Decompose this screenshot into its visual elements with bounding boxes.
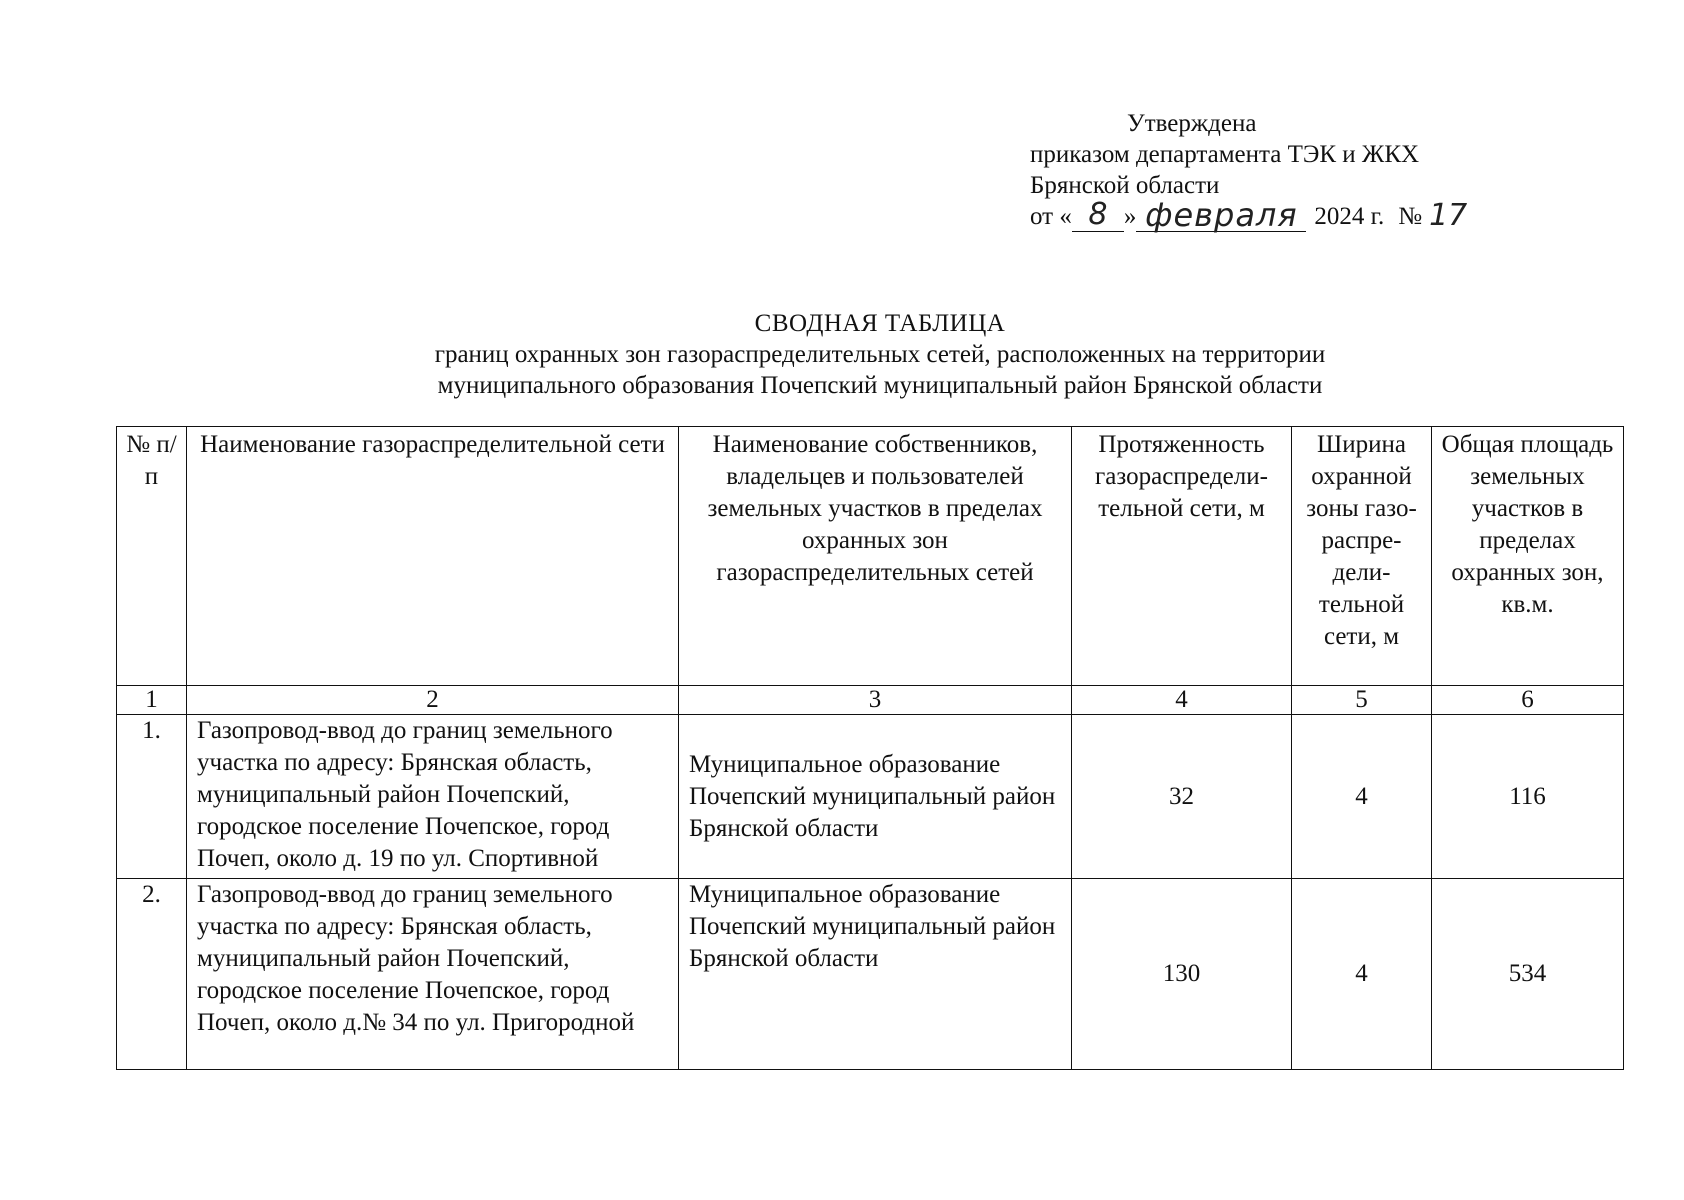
document-title: СВОДНАЯ ТАБЛИЦА [754,310,1006,337]
table-row [117,879,1624,1070]
length-cell: 32 [1072,715,1292,879]
table-header-row [117,427,1624,686]
approval-block [1030,108,1474,232]
column-header-network-name: Наименование газораспределительной сети [187,427,679,686]
column-header-length: Протяженность газораспредели-тельной сети, м [1072,427,1292,686]
network-name-cell: Газопровод-ввод до границ земельного участка по адресу: Брянская область, муниципальный район Почепский, городское поселение Почепское, город Почеп, около д. 19 по ул. Спортивной [187,715,679,879]
column-number: 4 [1072,686,1292,715]
column-header-total-area: Общая площадь земельных участков в пределах охранных зон, кв.м. [1432,427,1624,686]
column-header-owners: Наименование собственников, владельцев и пользователей земельных участков в пределах охранных зон газораспределительных сетей [679,427,1072,686]
column-number-row [117,686,1624,715]
owner-cell: Муниципальное образование Почепский муниципальный район Брянской области [679,879,1072,1070]
column-number: 5 [1292,686,1432,715]
handwritten-day: 8 [1072,201,1124,232]
column-number: 1 [117,686,187,715]
document-subtitle-line-2: муниципального образования Почепский муниципальный район Брянской области [437,372,1323,399]
approval-region-line: Брянской области [1030,172,1220,199]
zone-width-cell: 4 [1292,715,1432,879]
date-year: 2024 г. [1314,203,1385,230]
table-row [117,715,1624,879]
network-name-cell: Газопровод-ввод до границ земельного участка по адресу: Брянская область, муниципальный район Почепский, городское поселение Почепское, город Почеп, около д.№ 34 по ул. Пригородной [187,879,679,1070]
row-number: 1. [117,715,187,879]
approval-title: Утверждена [1127,110,1257,137]
row-number: 2. [117,879,187,1070]
column-header-number: № п/п [117,427,187,686]
zone-width-cell: 4 [1292,879,1432,1070]
date-prefix: от « [1030,203,1072,230]
handwritten-number: 17 [1429,198,1468,233]
owner-cell: Муниципальное образование Почепский муниципальный район Брянской области [679,715,1072,879]
length-cell: 130 [1072,879,1292,1070]
date-quote-close: » [1123,203,1137,230]
area-cell: 534 [1432,879,1624,1070]
column-number: 2 [187,686,679,715]
approval-order-line: приказом департамента ТЭК и ЖКХ [1030,141,1420,168]
number-sign: № [1398,203,1423,230]
document-heading [0,308,1684,401]
column-header-zone-width: Ширина охранной зоны газо-распре-дели-тельной сети, м [1292,427,1432,686]
summary-table [116,426,1624,1070]
column-number: 3 [679,686,1072,715]
column-number: 6 [1432,686,1624,715]
document-subtitle-line-1: границ охранных зон газораспределительных сетей, расположенных на территории [434,341,1326,368]
area-cell: 116 [1432,715,1624,879]
handwritten-month: февраля [1136,201,1306,232]
approval-date-line [1030,196,1474,234]
